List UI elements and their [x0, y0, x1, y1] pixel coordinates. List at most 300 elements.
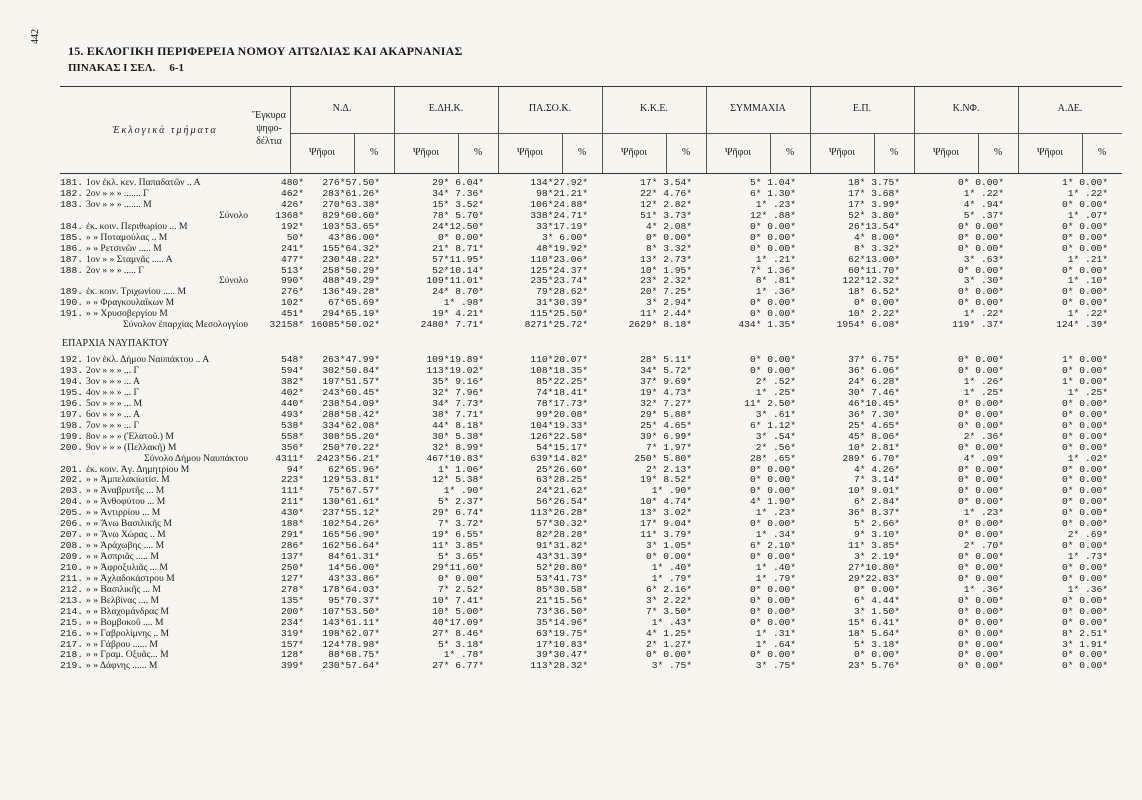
row-name: » » Βασιλικῆς ... Μ [86, 583, 161, 595]
party-result: 10* 2.22* [848, 308, 900, 320]
party-result: 0* 0.00* [957, 463, 1004, 475]
party-result: 0* 0.00* [1061, 441, 1108, 453]
party-result: 15* 6.41* [848, 616, 900, 628]
party-result: 109*11.01* [426, 275, 484, 287]
party-result: 39*30.47* [536, 649, 588, 661]
valid-count: 402* [280, 386, 304, 398]
party-result: 35* 9.16* [432, 376, 484, 387]
row-name: Σύνολο [219, 209, 248, 221]
table-row [60, 421, 1122, 432]
row-number: 206. [60, 518, 84, 530]
row-number: 202. [60, 474, 84, 486]
party-result: 0* 0.00* [749, 594, 796, 606]
party-result: 19* 8.52* [640, 474, 692, 486]
party-result: 1* 0.00* [1061, 354, 1108, 366]
row-number: 192. [60, 354, 84, 366]
party-result: 0* 0.00* [853, 649, 900, 661]
party-result: 52*20.80* [536, 561, 588, 573]
party-result: 0* 0.00* [1061, 430, 1108, 442]
party-result: 1* .79* [651, 572, 692, 584]
party-result: 6* 1.12* [749, 419, 796, 431]
party-result: 52*10.14* [432, 264, 484, 276]
pct-header: % [681, 147, 691, 158]
party-result: 29*22.83* [848, 572, 900, 584]
party-result: 0* 0.00* [957, 419, 1004, 431]
row-name: ἐκ. κοιν. Περιθωρίου ... Μ [86, 220, 188, 232]
party-result: 54*15.17* [536, 441, 588, 453]
row-name: Σύνολο [219, 275, 248, 287]
party-result: 1* .36* [963, 583, 1004, 595]
party-result: 0* 0.00* [1061, 485, 1108, 497]
subtitle-page: 6-1 [169, 62, 185, 74]
valid-count: 440* [280, 397, 304, 409]
party-result: 270*63.38* [322, 198, 380, 210]
table-row [60, 574, 1122, 585]
party-result: 639*14.82* [530, 452, 588, 464]
party-result: 0* 0.00* [749, 365, 796, 377]
sections-header: Ἐκλογικὰ τμήματα [112, 125, 218, 136]
party-result: 0* 0.00* [1061, 220, 1108, 232]
party-result: 0* 0.00* [749, 297, 796, 309]
party-result: 0* 0.00* [749, 649, 796, 661]
table-row [60, 189, 1122, 200]
row-name: » » Ἀναβρυτῆς ... Μ [86, 485, 165, 497]
party-result: 0* 0.00* [957, 605, 1004, 617]
party-result: 0* 0.00* [957, 365, 1004, 377]
votes-header: Ψῆφοι [828, 147, 856, 158]
party-result: 0* 0.00* [957, 441, 1004, 453]
party-result: 3* .54* [755, 430, 796, 442]
party-result: 6* 2.16* [645, 583, 692, 595]
party-result: 1* 0.00* [1061, 177, 1108, 188]
valid-count: 477* [280, 253, 304, 265]
party-result: 16085*50.02* [310, 319, 380, 331]
party-result: 21* 8.71* [432, 242, 484, 254]
party-result: 63*19.75* [536, 627, 588, 639]
party-result: 250* 5.80* [634, 452, 692, 464]
party-result: 33*17.19* [536, 220, 588, 232]
party-result: 12* 5.38* [432, 474, 484, 486]
party-result: 434* 1.35* [738, 319, 796, 331]
party-result: 57*30.32* [536, 518, 588, 530]
row-name: » » Φραγκουλαΐκων Μ [86, 297, 175, 309]
party-header-4: ΣΥΜΜΑΧΙΑ [730, 103, 786, 114]
party-result: 0* 0.00* [749, 474, 796, 486]
party-result: 8* .81* [755, 275, 796, 287]
row-number: 212. [60, 583, 84, 595]
valid-count: 137* [280, 551, 304, 562]
party-result: 0* 0.00* [749, 518, 796, 530]
table-row [60, 255, 1122, 266]
party-result: 4* 2.08* [645, 220, 692, 232]
valid-count: 94* [286, 463, 304, 475]
party-result: 2* .70* [963, 540, 1004, 552]
party-result: 1* .23* [755, 507, 796, 519]
party-result: 17* 9.04* [640, 518, 692, 530]
party-result: 488*49.29* [322, 275, 380, 287]
party-result: 12* .88* [749, 209, 796, 221]
party-result: 230*57.64* [322, 660, 380, 672]
party-result: 57*11.95* [432, 253, 484, 265]
party-result: 0* 0.00* [957, 220, 1004, 232]
party-result: 37* 9.69* [640, 376, 692, 387]
party-result: 0* 0.00* [749, 551, 796, 562]
party-result: 98*21.21* [536, 187, 588, 199]
party-result: 88*68.75* [328, 649, 380, 661]
party-result: 0* 0.00* [1061, 286, 1108, 298]
votes-header: Ψῆφοι [412, 147, 440, 158]
party-result: 32* 7.27* [640, 397, 692, 409]
party-result: 2* .56* [755, 441, 796, 453]
party-result: 0* 0.00* [1061, 231, 1108, 243]
party-result: 110*23.06* [530, 253, 588, 265]
votes-header: Ψῆφοι [308, 147, 336, 158]
table-row [60, 233, 1122, 244]
valid-count: 538* [280, 419, 304, 431]
party-result: 0* 0.00* [957, 485, 1004, 497]
subtitle-label: ΠΙΝΑΚΑΣ Ι ΣΕΛ. [68, 62, 156, 74]
party-result: 103*53.65* [322, 220, 380, 232]
party-result: 1* .23* [755, 198, 796, 210]
party-result: 31*30.39* [536, 297, 588, 309]
party-result: 23* 5.76* [848, 660, 900, 672]
party-result: 4* .09* [963, 452, 1004, 464]
party-result: 6* 1.30* [749, 187, 796, 199]
valid-count: 111* [280, 485, 304, 497]
table-row [60, 661, 1122, 672]
row-name: » » Γάβρου ...... Μ [86, 638, 158, 650]
valid-count: 250* [280, 561, 304, 573]
party-result: 1* .21* [1067, 253, 1108, 265]
party-result: 5* 2.66* [853, 518, 900, 530]
party-result: 3* .75* [755, 660, 796, 672]
row-number: 191. [60, 308, 84, 320]
valid-count: 127* [280, 572, 304, 584]
party-result: 124*78.98* [322, 638, 380, 650]
party-result: 250*70.22* [322, 441, 380, 453]
row-name: 9ον » » » (Πελλακῆ) Μ [86, 441, 177, 453]
party-result: 6* 2.84* [853, 496, 900, 508]
party-result: 22* 4.76* [640, 187, 692, 199]
party-result: 3* .75* [651, 660, 692, 672]
table-row [60, 443, 1122, 454]
party-result: 0* 0.00* [1061, 660, 1108, 672]
party-result: 8* 3.32* [645, 242, 692, 254]
party-result: 10* 1.95* [640, 264, 692, 276]
row-number: 185. [60, 231, 84, 243]
party-result: 32* 8.99* [432, 441, 484, 453]
party-result: 34* 5.72* [640, 365, 692, 377]
party-result: 27* 8.46* [432, 627, 484, 639]
valid-count: 234* [280, 616, 304, 628]
party-result: 0* 0.00* [1061, 594, 1108, 606]
valid-count: 399* [280, 660, 304, 672]
party-result: 0* 0.00* [645, 231, 692, 243]
row-name: » » Ἀφροξυλιᾶς ... Μ [86, 561, 168, 573]
party-result: 0* 0.00* [957, 397, 1004, 409]
party-result: 113*19.02* [426, 365, 484, 377]
party-result: 25* 4.65* [848, 419, 900, 431]
party-result: 1* .22* [1067, 308, 1108, 320]
party-result: 0* 0.00* [749, 231, 796, 243]
row-number: 188. [60, 264, 84, 276]
party-result: 1* .31* [755, 627, 796, 639]
party-result: 24*12.50* [432, 220, 484, 232]
row-number: 193. [60, 365, 84, 377]
party-result: 102*54.26* [322, 518, 380, 530]
party-result: 39* 6.99* [640, 430, 692, 442]
party-result: 7* 3.72* [437, 518, 484, 530]
party-result: 0* 0.00* [1061, 518, 1108, 530]
row-number: 205. [60, 507, 84, 519]
party-result: 10* 5.00* [432, 605, 484, 617]
party-result: 0* 0.00* [957, 408, 1004, 420]
party-result: 51* 3.73* [640, 209, 692, 221]
party-result: 0* 0.00* [1061, 507, 1108, 519]
party-result: 9* 3.10* [853, 529, 900, 541]
party-result: 5* 1.04* [749, 177, 796, 188]
row-name: 4ον » » » ... Γ [86, 386, 140, 398]
party-result: 1* .22* [1067, 187, 1108, 199]
party-result: 110*20.07* [530, 354, 588, 366]
party-result: 0* 0.00* [1061, 474, 1108, 486]
party-result: 230*48.22* [322, 253, 380, 265]
table-row [60, 377, 1122, 388]
party-result: 1* .26* [963, 376, 1004, 387]
valid-count: 286* [280, 540, 304, 552]
party-result: 62*65.96* [328, 463, 380, 475]
row-number: 217. [60, 638, 84, 650]
party-result: 0* 0.00* [645, 551, 692, 562]
row-name: 2ον » » » ..... Γ [86, 264, 144, 276]
row-name: » » Βομβοκοῦ .... Μ [86, 616, 164, 628]
party-result: 19* 4.21* [432, 308, 484, 320]
party-result: 10* 4.74* [640, 496, 692, 508]
valid-count: 462* [280, 187, 304, 199]
party-result: 38* 7.71* [432, 408, 484, 420]
party-result: 29* 6.04* [432, 177, 484, 188]
party-result: 84*61.31* [328, 551, 380, 562]
party-result: 1* .34* [755, 529, 796, 541]
party-header-6: Κ.ΝΦ. [952, 103, 980, 114]
party-header-5: Ε.Π. [852, 103, 872, 114]
party-result: 0* 0.00* [1061, 408, 1108, 420]
party-result: 44* 8.18* [432, 419, 484, 431]
party-result: 0* 0.00* [1061, 561, 1108, 573]
party-result: 165*56.90* [322, 529, 380, 541]
party-result: 0* 0.00* [853, 583, 900, 595]
party-result: 11* 3.85* [432, 540, 484, 552]
party-result: 1* .10* [1067, 275, 1108, 287]
party-result: 0* 0.00* [1061, 540, 1108, 552]
party-result: 129*53.81* [322, 474, 380, 486]
row-number: 201. [60, 463, 84, 475]
party-result: 467*10.83* [426, 452, 484, 464]
row-number: 183. [60, 198, 84, 210]
party-result: 3* 1.50* [853, 605, 900, 617]
party-result: 0* 0.00* [957, 572, 1004, 584]
row-name: » » Ἀσπριᾶς ..... Μ [86, 551, 159, 562]
party-result: 0* 0.00* [1061, 242, 1108, 254]
party-result: 0* 0.00* [957, 561, 1004, 573]
valid-count: 4311* [275, 452, 304, 464]
party-result: 276*57.50* [322, 177, 380, 188]
party-result: 0* 0.00* [1061, 264, 1108, 276]
party-result: 2480* 7.71* [420, 319, 484, 331]
party-result: 0* 0.00* [749, 616, 796, 628]
party-result: 338*24.71* [530, 209, 588, 221]
table-subtitle [68, 62, 184, 74]
party-result: 53*41.73* [536, 572, 588, 584]
party-result: 0* 0.00* [1061, 419, 1108, 431]
row-name: 7ον » » » ... Γ [86, 419, 140, 431]
party-result: 134*27.92* [530, 177, 588, 188]
party-result: 91*31.82* [536, 540, 588, 552]
party-result: 1* .36* [755, 286, 796, 298]
valid-count: 241* [280, 242, 304, 254]
party-result: 0* 0.00* [437, 231, 484, 243]
valid-count: 50* [286, 231, 304, 243]
party-result: 14*56.00* [328, 561, 380, 573]
party-result: 2629* 8.18* [628, 319, 692, 331]
party-result: 25*26.60* [536, 463, 588, 475]
party-result: 1* .40* [651, 561, 692, 573]
party-result: 0* 0.00* [749, 220, 796, 232]
party-result: 82*28.28* [536, 529, 588, 541]
party-result: 0* 0.00* [957, 496, 1004, 508]
party-result: 7* 2.52* [437, 583, 484, 595]
row-number: 208. [60, 540, 84, 552]
valid-count: 451* [280, 308, 304, 320]
party-result: 43*33.86* [328, 572, 380, 584]
valid-count: 276* [280, 286, 304, 298]
party-result: 2* .36* [963, 430, 1004, 442]
party-result: 24* 8.70* [432, 286, 484, 298]
party-result: 0* 0.00* [437, 572, 484, 584]
party-result: 17*10.83* [536, 638, 588, 650]
party-result: 0* 0.00* [957, 551, 1004, 562]
row-number: 204. [60, 496, 84, 508]
row-number: 199. [60, 430, 84, 442]
row-number: 184. [60, 220, 84, 232]
table-row [60, 244, 1122, 255]
row-number: 210. [60, 561, 84, 573]
party-result: 4* 8.00* [853, 231, 900, 243]
row-name: 1ον » » Σταμνᾶς ..... Α [86, 253, 173, 265]
party-result: 107*53.50* [322, 605, 380, 617]
party-result: 130*61.61* [322, 496, 380, 508]
party-result: 4* 4.26* [853, 463, 900, 475]
party-result: 99*20.08* [536, 408, 588, 420]
party-result: 124* .39* [1056, 319, 1108, 331]
valid-count: 382* [280, 376, 304, 387]
party-result: 0* 0.00* [957, 529, 1004, 541]
party-result: 28* 5.11* [640, 354, 692, 366]
party-result: 1* 0.00* [1061, 376, 1108, 387]
party-result: 0* 0.00* [1061, 365, 1108, 377]
party-result: 104*19.33* [530, 419, 588, 431]
party-result: 6* 2.10* [749, 540, 796, 552]
row-name: » » Βελβίνας .... Μ [86, 594, 160, 606]
party-result: 1* .78* [443, 649, 484, 661]
party-result: 24* 6.28* [848, 376, 900, 387]
row-number: 216. [60, 627, 84, 639]
party-result: 0* 0.00* [957, 297, 1004, 309]
row-number: 195. [60, 386, 84, 398]
party-result: 0* 0.00* [645, 649, 692, 661]
party-result: 10* 7.41* [432, 594, 484, 606]
party-result: 36* 6.06* [848, 365, 900, 377]
party-result: 108*18.35* [530, 365, 588, 377]
party-result: 0* 0.00* [1061, 463, 1108, 475]
party-result: 0* 0.00* [957, 627, 1004, 639]
party-result: 0* 0.00* [957, 518, 1004, 530]
party-result: 18* 6.52* [848, 286, 900, 298]
row-name: 5ον » » » ... Μ [86, 397, 143, 409]
party-result: 4* 1.90* [749, 496, 796, 508]
party-result: 2* 1.27* [645, 638, 692, 650]
party-header-1: Ε.ΔΗ.Κ. [428, 103, 464, 114]
section-heading: ΕΠΑΡΧΙΑ ΝΑΥΠΑΚΤΟΥ [62, 338, 170, 350]
party-result: 17* 3.99* [848, 198, 900, 210]
party-result: 0* 0.00* [1061, 496, 1108, 508]
row-name: 3ον » » » ... Α [86, 376, 140, 387]
party-result: 334*62.08* [322, 419, 380, 431]
party-result: 45* 8.06* [848, 430, 900, 442]
party-result: 7* 1.97* [645, 441, 692, 453]
party-result: 1* .98* [443, 297, 484, 309]
row-name: » » Δάφνης ...... Μ [86, 660, 158, 672]
party-result: 237*55.12* [322, 507, 380, 519]
party-result: 28* .65* [749, 452, 796, 464]
party-result: 52* 3.80* [848, 209, 900, 221]
valid-count: 32158* [269, 319, 304, 331]
party-result: 294*65.19* [322, 308, 380, 320]
party-result: 0* 0.00* [957, 177, 1004, 188]
party-result: 73*36.50* [536, 605, 588, 617]
row-number: 190. [60, 297, 84, 309]
party-result: 8* 2.51* [1061, 627, 1108, 639]
valid-count: 356* [280, 441, 304, 453]
party-result: 829*60.60* [322, 209, 380, 221]
party-result: 25* 4.65* [640, 419, 692, 431]
party-result: 0* 0.00* [957, 474, 1004, 486]
party-result: 0* 0.00* [957, 286, 1004, 298]
party-result: 62*13.00* [848, 253, 900, 265]
party-result: 0* 0.00* [957, 649, 1004, 661]
party-result: 43*86.00* [328, 231, 380, 243]
page-number: 442 [30, 29, 41, 44]
row-name: » » Ρετσινῶν ..... Μ [86, 242, 162, 254]
party-result: 122*12.32* [842, 275, 900, 287]
row-number: 209. [60, 551, 84, 562]
party-result: 34* 7.36* [432, 187, 484, 199]
row-name: » » Ἀνθοφύτου ... Μ [86, 496, 166, 508]
party-result: 13* 2.73* [640, 253, 692, 265]
party-result: 258*50.29* [322, 264, 380, 276]
valid-count: 558* [280, 430, 304, 442]
party-result: 5* 3.65* [437, 551, 484, 562]
party-result: 60*11.70* [848, 264, 900, 276]
row-name: 2ον » » » ... Γ [86, 365, 140, 377]
row-name: Σύνολον ἐπαρχίας Μεσολογγίου [123, 319, 248, 331]
valid-count: 102* [280, 297, 304, 309]
party-result: 308*55.20* [322, 430, 380, 442]
valid-count: 480* [280, 177, 304, 188]
row-name: » » Ποταμούλας .. Μ [86, 231, 168, 243]
table-row [60, 618, 1122, 629]
votes-header: Ψῆφοι [1036, 147, 1064, 158]
